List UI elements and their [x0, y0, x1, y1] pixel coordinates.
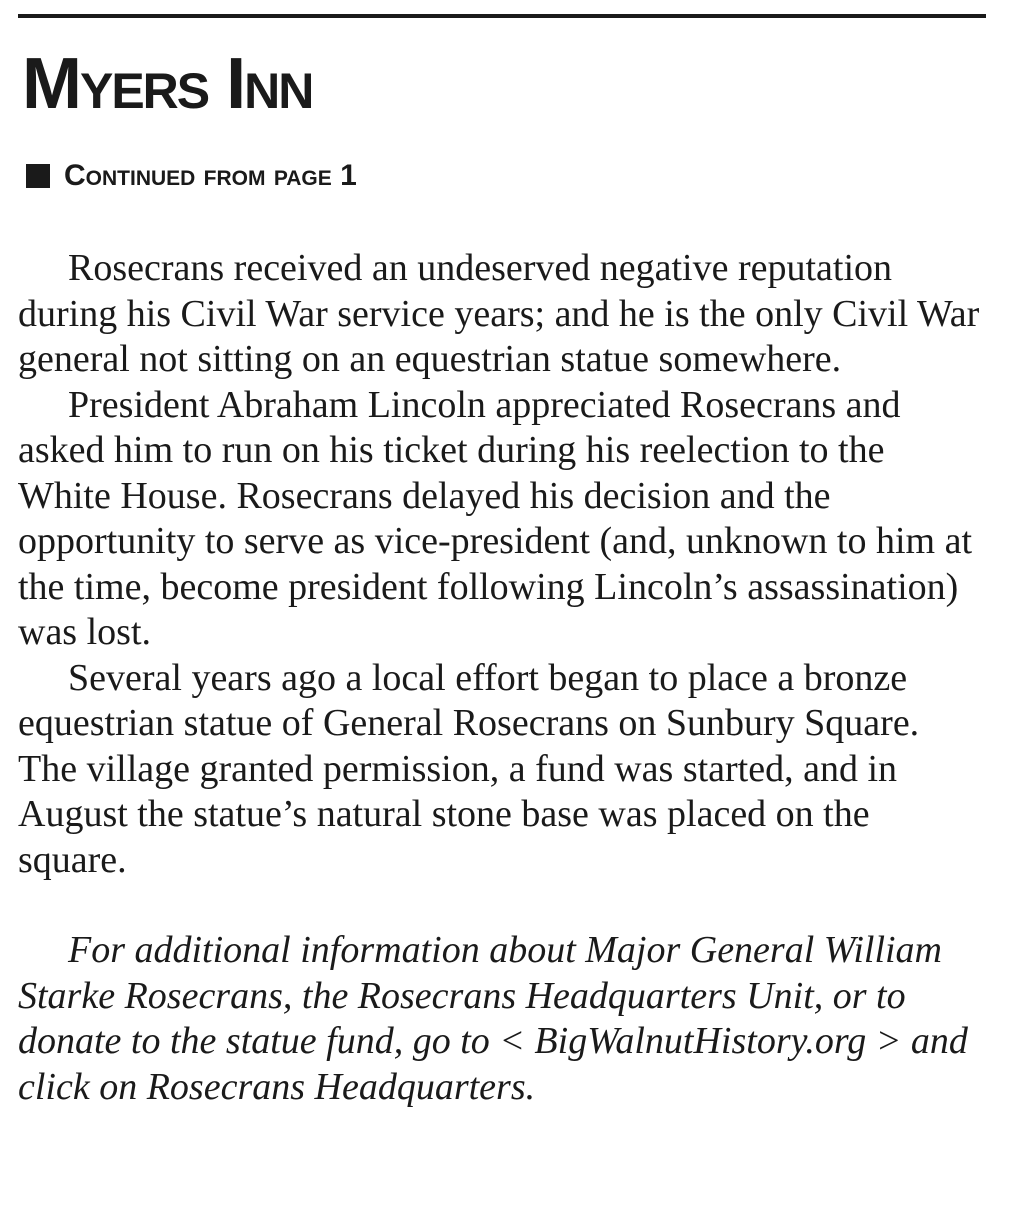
headline: Myers Inn [22, 44, 313, 124]
paragraph-1: Rosecrans received an undeserved negative reputation during his Civil War service years; and he is the only Civil War general not sitting on an equestrian statue somewhere. [18, 247, 980, 380]
square-bullet-icon [26, 164, 50, 188]
additional-info-note: For additional information about Major General William Starke Rosecrans, the Rosecrans Headquarters Unit, or to donate to the statue fund, go to < BigWalnutHistory.org > and click on Rosecrans Headquarters. [18, 929, 968, 1108]
paragraph-2: President Abraham Lincoln appreciated Rosecrans and asked him to run on his ticket during his reelection to the White House. Rosecrans delayed his decision and the opportunity to serve as vice-president (and, unknown to him at the time, become president following Lincoln’s assassination) was lost. [18, 383, 973, 653]
top-rule [18, 14, 986, 18]
article-body [18, 246, 986, 1110]
paragraph-3: Several years ago a local effort began to place a bronze equestrian statue of General Rosecrans on Sunbury Square. The village granted permission, a fund was started, and in August the statue’s natural stone base was placed on the square. [18, 656, 920, 881]
continued-label [26, 156, 357, 196]
continued-text: Continued from page 1 [64, 159, 357, 192]
